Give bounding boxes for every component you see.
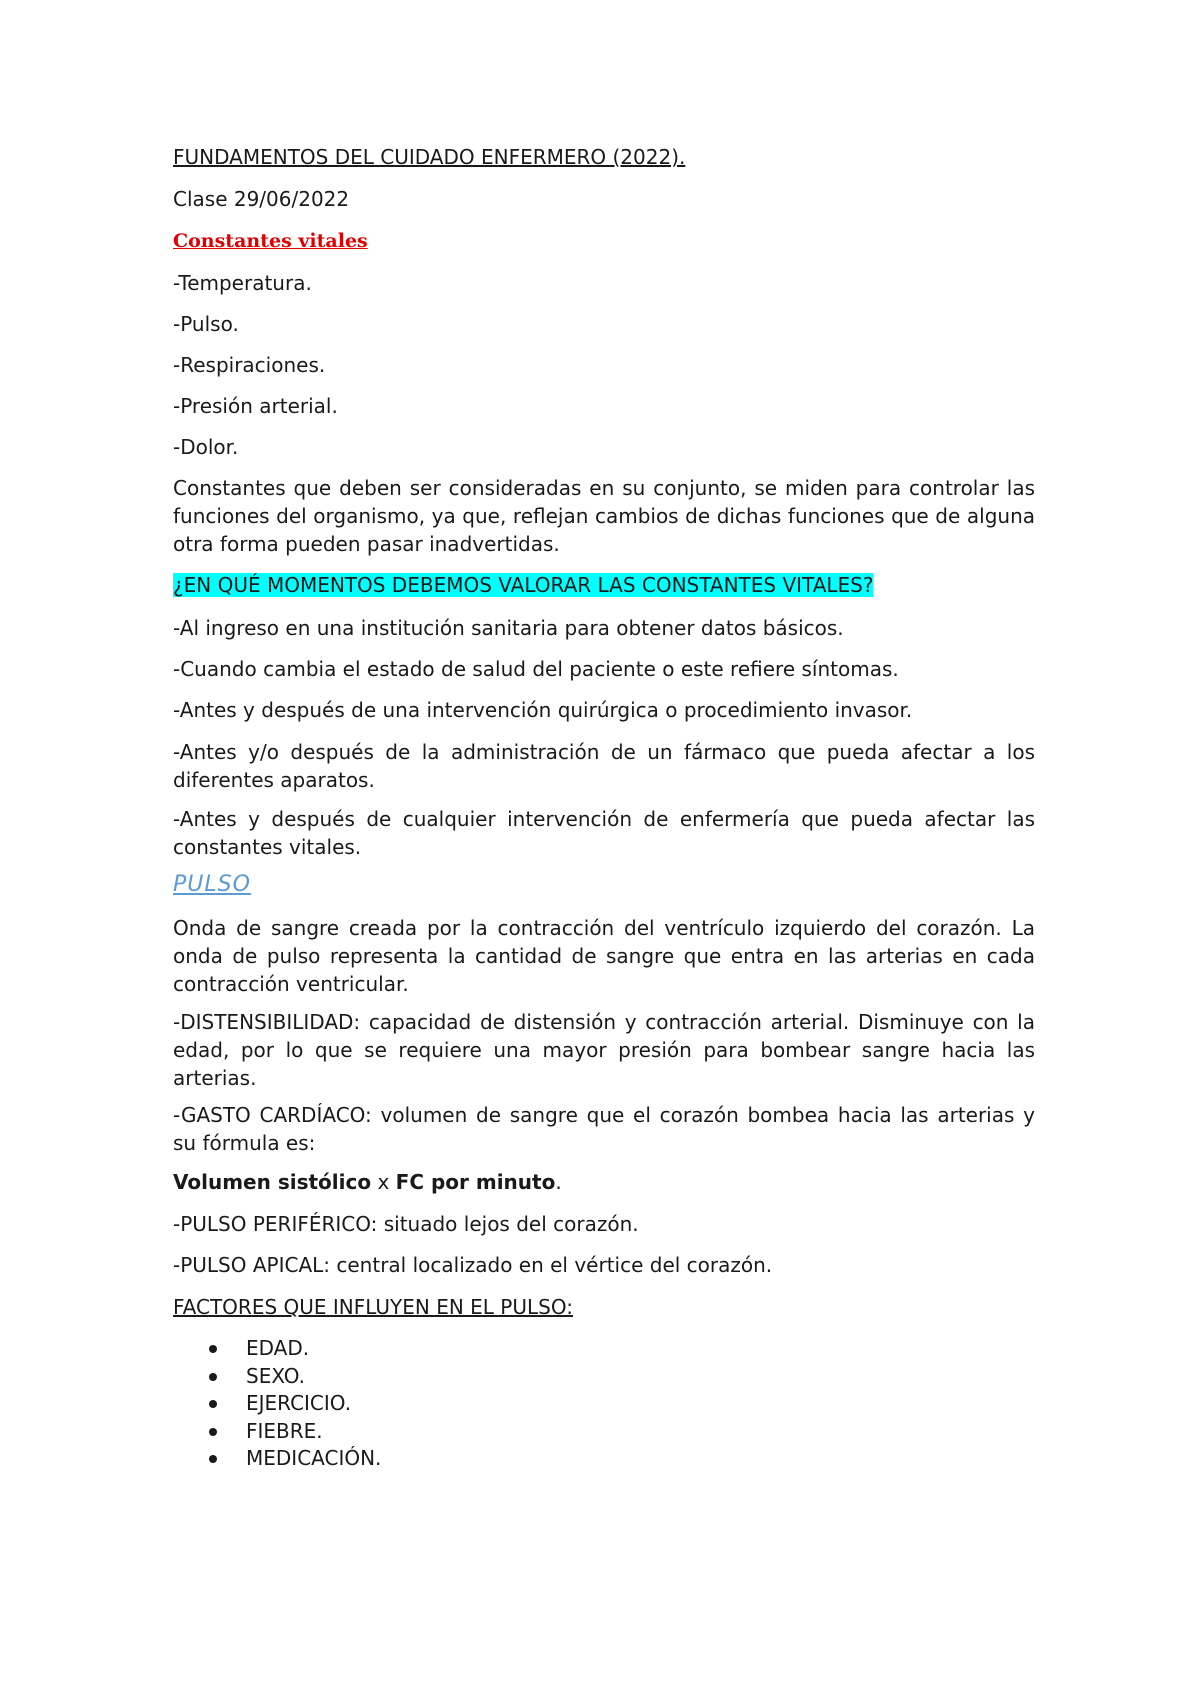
when-item: -Antes y después de una intervención quirúrgica o procedimiento invasor. [173,698,913,722]
pulse-definition: Onda de sangre creada por la contracción del ventrículo izquierdo del corazón. La onda de pulso representa la cantidad de sangre que entra en las arterias en cada contracción ventricular. [173,916,1035,996]
pulse-peripheral: -PULSO PERIFÉRICO: situado lejos del corazón. [173,1212,639,1236]
when-item: -Cuando cambia el estado de salud del paciente o este refiere síntomas. [173,657,899,681]
formula-period: . [555,1170,562,1194]
vital-item: -Pulso. [173,312,239,336]
factors-heading: FACTORES QUE INFLUYEN EN EL PULSO: [173,1295,573,1319]
formula-stroke-volume: Volumen sistólico [173,1170,372,1194]
bullet-icon [209,1400,217,1408]
when-question [173,571,873,599]
course-title: FUNDAMENTOS DEL CUIDADO ENFERMERO (2022). [173,145,686,169]
bullet-icon [209,1373,217,1381]
when-item: -Al ingreso en una institución sanitaria para obtener datos básicos. [173,616,844,640]
vitals-heading: Constantes vitales [173,230,368,252]
bullet-icon [209,1345,217,1353]
class-date: Clase 29/06/2022 [173,187,350,211]
pulse-cardiac-output: -GASTO CARDÍACO: volumen de sangre que el corazón bombea hacia las arterias y su fórmula es: [173,1103,1035,1155]
pulse-distensibility: -DISTENSIBILIDAD: capacidad de distensión y contracción arterial. Disminuye con la edad, por lo que se requiere una mayor presión para bombear sangre hacia las arterias. [173,1010,1035,1090]
vital-item: -Presión arterial. [173,394,338,418]
highlighted-question: ¿EN QUÉ MOMENTOS DEBEMOS VALORAR LAS CONSTANTES VITALES? [173,573,874,597]
vital-item: -Respiraciones. [173,353,326,377]
vital-item: -Dolor. [173,435,239,459]
bullet-icon [209,1428,217,1436]
when-item: -Antes y/o después de la administración de un fármaco que pueda afectar a los diferentes aparatos. [173,740,1035,792]
vital-item: -Temperatura. [173,271,312,295]
formula-multiply: x [371,1170,396,1194]
formula-heart-rate: FC por minuto [395,1170,556,1194]
pulse-apical: -PULSO APICAL: central localizado en el vértice del corazón. [173,1253,773,1277]
pulse-heading: PULSO [173,872,251,897]
bullet-icon [209,1455,217,1463]
cardiac-output-formula [173,1168,562,1196]
when-item: -Antes y después de cualquier intervención de enfermería que pueda afectar las constantes vitales. [173,807,1035,859]
vitals-description: Constantes que deben ser consideradas en su conjunto, se miden para controlar las funciones del organismo, ya que, reflejan cambios de dichas funciones que de alguna otra forma pueden pasar inadvertidas. [173,476,1035,556]
